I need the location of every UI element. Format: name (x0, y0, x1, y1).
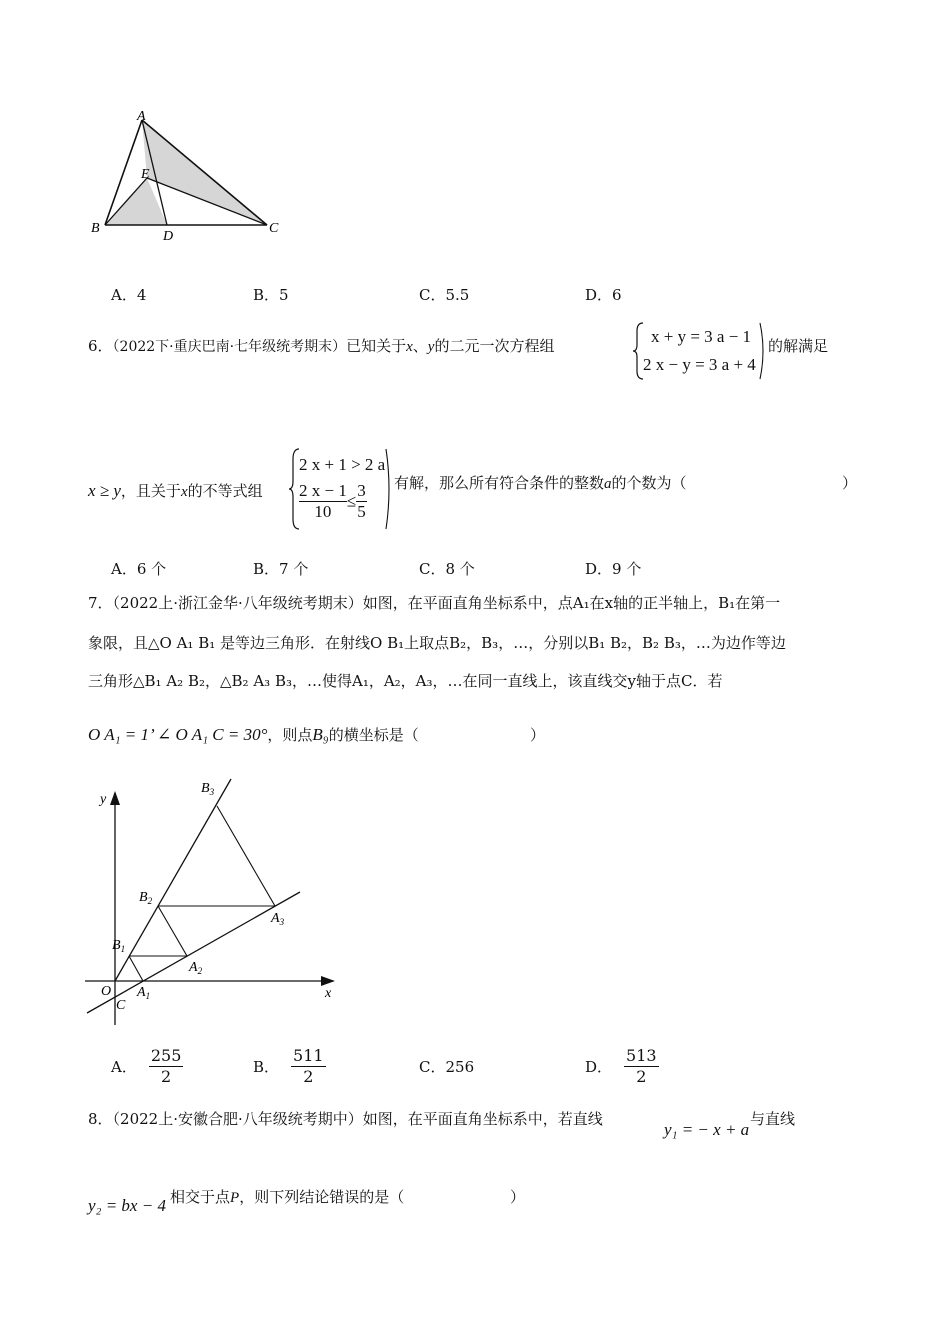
label-a: A (137, 109, 146, 124)
coordinate-figure (85, 775, 345, 1030)
label-e: E (141, 167, 150, 182)
triangle-1 (115, 956, 143, 981)
q7-stem-line2: 象限，且△O A₁ B₁ 是等边三角形．在射线O B₁上取点B₂，B₃，…，分别以B₁ B₂，B₂ B₃，…为边作等边 (88, 634, 786, 652)
q6-option-b[interactable]: B．7 个 (253, 560, 309, 578)
triangle-2 (129, 906, 187, 956)
equation-2: 2 x − y = 3 a + 4 (643, 355, 756, 374)
equation-y1: y₁ = − x + a (664, 1120, 750, 1139)
question-number: 6． (88, 337, 113, 355)
label-a3: $A_3$ (271, 911, 285, 927)
q5-option-a[interactable]: A．4 (111, 286, 147, 304)
given-condition: O A₁ = 1’ ∠ O A₁ C = 30° (88, 725, 268, 744)
inequality-1: 2 x + 1 > 2 a (299, 455, 386, 474)
y-axis-arrow-icon (110, 791, 120, 805)
label-a2: $A_2$ (189, 960, 203, 976)
label-c: C (269, 221, 279, 236)
label-b1: $B_1$ (112, 938, 126, 954)
q6-option-c[interactable]: C．8 个 (419, 560, 475, 578)
label-c: C (116, 998, 126, 1013)
right-paren-icon (385, 447, 393, 531)
q6-stem-line2-tail: 有解，那么所有符合条件的整数a的个数为（ (394, 474, 687, 492)
question-source: （2022下·重庆巴南·七年级统考期末） (112, 339, 347, 355)
question-number: 8． (88, 1110, 113, 1128)
q5-option-b[interactable]: B．5 (253, 286, 289, 304)
inequality-2: $\frac{2 x - 1}{10}$ ≤ $\frac{3}{5}$ (299, 481, 366, 521)
question-number: 7． (88, 594, 113, 612)
q7-stem-line1: 7．（2022上·浙江金华·八年级统考期末）如图，在平面直角坐标系中，点A₁在x轴的正半轴上，B₁在第一 (88, 594, 781, 612)
condition-x-ge-y: x ≥ y (88, 481, 121, 500)
equation-y2: y₂ = bx − 4 (88, 1196, 166, 1215)
equation-system-brace (633, 321, 767, 381)
answer-paren-close: ） (510, 1188, 526, 1206)
equation-1: x + y = 3 a − 1 (651, 327, 752, 346)
label-b: B (91, 221, 100, 236)
label-o: O (101, 984, 112, 999)
x-axis-arrow-icon (321, 976, 335, 986)
q8-stem-line1: 8．（2022上·安徽合肥·八年级统考期中）如图，在平面直角坐标系中，若直线 (88, 1110, 603, 1128)
label-b3: $B_3$ (201, 781, 215, 797)
q8-stem-line1-tail: 与直线 (750, 1110, 796, 1128)
q7-option-b[interactable]: B． $\frac{511}{2}$ (253, 1046, 324, 1086)
q6-option-d[interactable]: D．9 个 (585, 560, 642, 578)
triangle-3 (158, 806, 275, 906)
q7-option-c[interactable]: C．256 (419, 1058, 475, 1076)
q7-option-d[interactable]: D． $\frac{513}{2}$ (585, 1046, 657, 1086)
inequality-system-brace (289, 447, 393, 531)
q6-option-a[interactable]: A．6 个 (111, 560, 167, 578)
q8-stem-line2: 相交于点P，则下列结论错误的是（ (170, 1188, 405, 1206)
q7-stem-line3: 三角形△B₁ A₂ B₂，△B₂ A₃ B₃，…使得A₁，A₂，A₃，…在同一直线上，该直线交y轴于点C．若 (88, 672, 723, 690)
label-y: y (100, 792, 107, 807)
label-x: x (325, 986, 332, 1001)
triangle-figure (85, 108, 295, 248)
q7-stem-line4: O A₁ = 1’ ∠ O A₁ C = 30°，则点B₉的横坐标是（ (88, 725, 419, 744)
label-b2: $B_2$ (139, 890, 153, 906)
q5-option-c[interactable]: C．5.5 (419, 286, 470, 304)
q7-option-a[interactable]: A． $\frac{255}{2}$ (111, 1046, 182, 1086)
q6-stem-line1: 6．（2022下·重庆巴南·七年级统考期末）已知关于x、y的二元一次方程组 (88, 337, 555, 355)
q6-stem-line2: x ≥ y，且关于x的不等式组 (88, 481, 263, 500)
ray-ob (115, 779, 231, 981)
answer-paren-close: ） (530, 726, 546, 744)
label-a1: $A_1$ (137, 985, 151, 1001)
label-d: D (163, 229, 174, 244)
q6-stem-tail: 的解满足 (768, 337, 829, 355)
right-paren-icon (759, 321, 767, 381)
q5-option-d[interactable]: D．6 (585, 286, 622, 304)
answer-paren-close: ） (842, 474, 858, 492)
